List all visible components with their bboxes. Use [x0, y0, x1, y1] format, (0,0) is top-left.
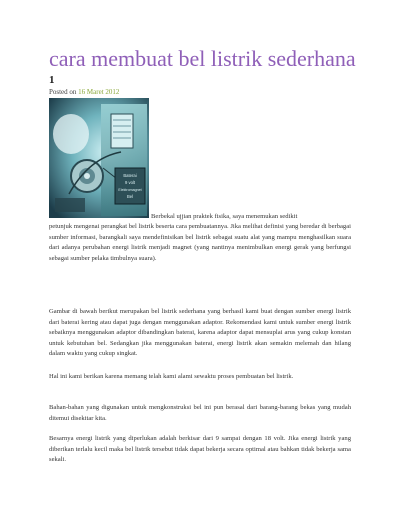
electromagnet-coil: [111, 114, 133, 148]
panel-line: Elektromagnet: [118, 188, 142, 192]
panel-line: Baterai: [123, 173, 137, 178]
paragraph-experience: Hal ini kami berikan karena memang telah kami alami sewaktu proses pembuatan bel listrik.: [49, 373, 294, 380]
post-date-link[interactable]: 16 Maret 2012: [78, 88, 120, 96]
paragraph-materials: Bahan-bahan yang digunakan untuk mengkonstruksi bel ini pun berasal dari barang-barang bekas yang mudah ditemui disekitar kita.: [49, 404, 351, 422]
paragraph-power-source: Gambar di bawah berikut merupakan bel listrik sederhana yang berhasil kami buat dengan sumber energi listrik dari baterai kering atau dapat juga dengan menggunakan adaptor. Rekomendasi kami untuk sumber energi listrik sebaiknya menggunakan adaptor dibandingkan baterai, karena adaptor dapat mensuplai arus yang cukup konstan untuk kebutuhan bel. Sedangkan jika menggunakan baterai, energi listrik akan semakin melemah dan hilang dalam waktu yang cukup singkat.: [49, 308, 351, 358]
post-title[interactable]: cara membuat bel listrik sederhana: [49, 46, 356, 71]
paragraph-voltage: Besarnya energi listrik yang diperlukan adalah berkisar dari 9 sampai dengan 18 volt. Jika energi listrik yang diberikan terlalu kecil maka bel listrik tersebut tidak dapat bekerja secara optimal atau bahkan tidak bekerja sama sekali.: [49, 435, 351, 464]
bell-photo: [49, 98, 149, 218]
posted-label: Posted on: [49, 88, 77, 96]
light-glare: [53, 114, 89, 154]
bell-pin: [84, 173, 90, 179]
paragraph-intro: petunjuk mengenai perangkat bel listrik beserta cara pembuatannya. Jika melihat definisi yang beredar di berbagai sumber informasi, barangkali saya mendefinisikan bel listrik sebagai suatu alat yang mampu menghasilkan suara dari adanya perubahan energi listrik menjadi magnet (yang nantinya menimbulkan energi gerak yang berfungsi sebagai sumber pelaka timbulnya suara).: [49, 223, 351, 262]
paragraph-intro-first-line: Berbekal ujjian praktek fisika, saya menemukan sedikit: [151, 213, 298, 220]
panel-line: Bel: [126, 194, 134, 199]
panel-line: 9 volt: [124, 180, 136, 185]
battery: [55, 198, 85, 212]
post-meta: [49, 88, 119, 97]
post-number: 1: [49, 74, 55, 86]
